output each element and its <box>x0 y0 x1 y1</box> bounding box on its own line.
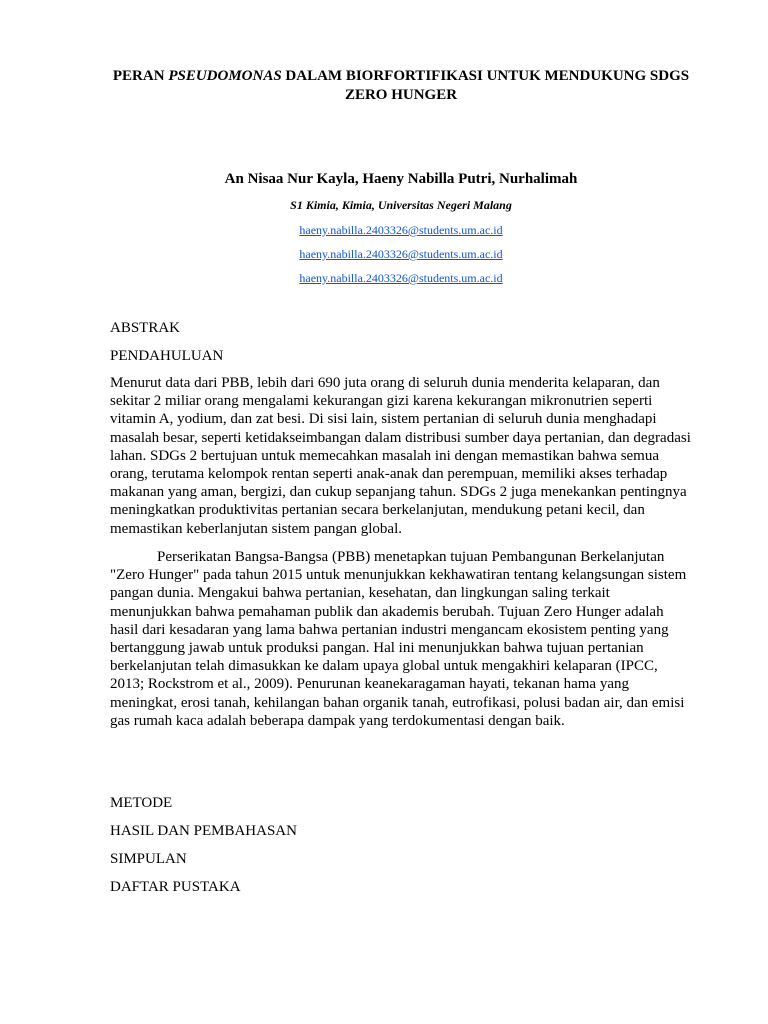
section-heading-hasil-pembahasan: HASIL DAN PEMBAHASAN <box>110 823 297 839</box>
title-text-start: PERAN <box>112 68 169 84</box>
email-link[interactable]: haeny.nabilla.2403326@students.um.ac.id <box>299 223 503 237</box>
title-text-end: DALAM BIORFORTIFIKASI UNTUK MENDUKUNG SDGS ZERO HUNGER <box>281 68 690 103</box>
title-italic-genus: PSEUDOMONAS <box>168 68 282 84</box>
section-heading-abstrak: ABSTRAK <box>110 320 181 336</box>
section-heading-daftar-pustaka: DAFTAR PUSTAKA <box>110 879 241 895</box>
body-paragraph: Perserikatan Bangsa-Bangsa (PBB) menetapkan tujuan Pembangunan Berkelanjutan "Zero Hunger" pada tahun 2015 untuk menunjukkan kekhawatiran tentang kelangsungan sistem pangan dunia. Mengakui bahwa pertanian, kesehatan, dan lingkungan saling terkait menunjukkan bahwa pemahaman publik dan akademis berubah. Tujuan Zero Hunger adalah hasil dari kesadaran yang lama bahwa pertanian industri mengancam ekosistem penting yang bertanggung jawab untuk produksi pangan. Hal ini menunjukkan bahwa tujuan pertanian berkelanjutan telah dimasukkan ke dalam upaya global untuk mengakhiri kelaparan (IPCC, 2013; Rockstrom et al., 2009). Penurunan keanekaragaman hayati, tekanan hama yang meningkat, erosi tanah, kehilangan bahan organik tanah, eutrofikasi, polusi badan air, dan emisi gas rumah kaca adalah beberapa dampak yang terdokumentasi dengan baik. <box>110 549 687 729</box>
author-affiliation: S1 Kimia, Kimia, Universitas Negeri Malang <box>290 198 512 212</box>
document-title <box>110 67 692 105</box>
author-list: An Nisaa Nur Kayla, Haeny Nabilla Putri, Nurhalimah <box>224 171 578 187</box>
section-heading-pendahuluan: PENDAHULUAN <box>110 348 224 364</box>
section-heading-metode: METODE <box>110 795 173 811</box>
email-link[interactable]: haeny.nabilla.2403326@students.um.ac.id <box>299 247 503 261</box>
email-link[interactable]: haeny.nabilla.2403326@students.um.ac.id <box>299 271 503 285</box>
email-line-3 <box>110 270 692 286</box>
email-line-1 <box>110 222 692 238</box>
body-paragraph: Menurut data dari PBB, lebih dari 690 juta orang di seluruh dunia menderita kelaparan, dan sekitar 2 miliar orang mengalami kekurangan gizi karena kekurangan mikronutrien seperti vitamin A, yodium, dan zat besi. Di sisi lain, sistem pertanian di seluruh dunia menghadapi masalah besar, seperti ketidakseimbangan dalam distribusi sumber daya pertanian, dan degradasi lahan. SDGs 2 bertujuan untuk memecahkan masalah ini dengan memastikan bahwa semua orang, terutama kelompok rentan seperti anak-anak dan perempuan, memiliki akses terhadap makanan yang aman, bergizi, dan cukup sepanjang tahun. SDGs 2 juga menekankan pentingnya meningkatkan produktivitas pertanian secara berkelanjutan, mendukung petani kecil, dan memastikan keberlanjutan sistem pangan global. <box>110 375 691 537</box>
section-heading-simpulan: SIMPULAN <box>110 851 187 867</box>
email-line-2 <box>110 246 692 262</box>
